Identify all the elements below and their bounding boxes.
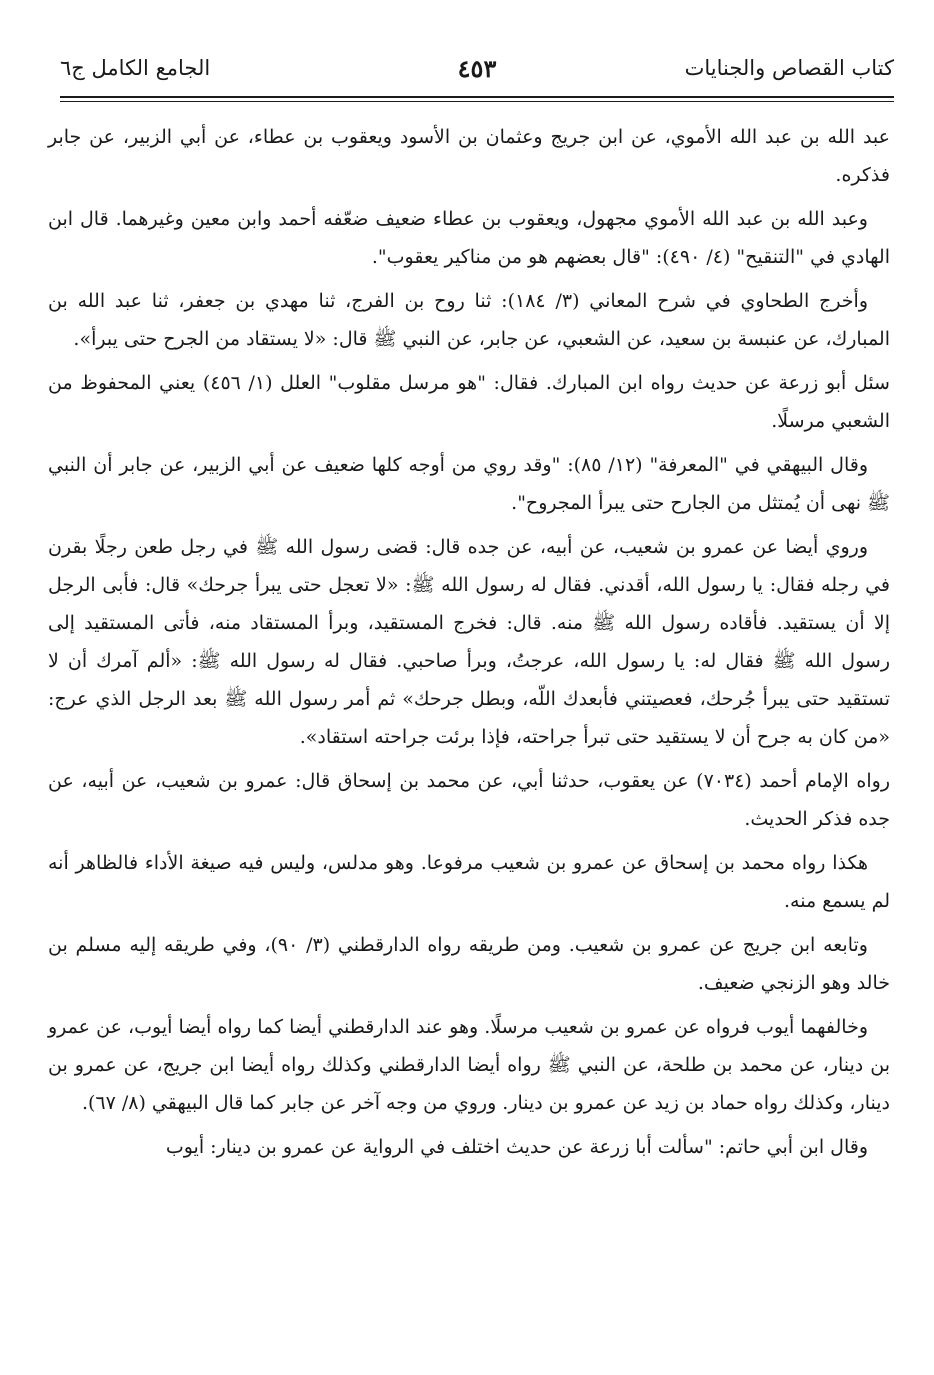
paragraph: هكذا رواه محمد بن إسحاق عن عمرو بن شعيب مرفوعا. وهو مدلس، وليس فيه صيغة الأداء فالظاهر أنه لم يسمع منه.: [48, 852, 890, 912]
paragraph: وأخرج الطحاوي في شرح المعاني (٣/ ١٨٤): ثنا روح بن الفرج، ثنا مهدي بن جعفر، ثنا عبد الله بن المبارك، عن عنبسة بن سعيد، عن الشعبي، عن جابر، عن النبي ﷺ قال: «لا يستقاد من الجرح حتى يبرأ».: [48, 290, 890, 350]
page-number: ٤٥٣: [457, 54, 497, 83]
paragraph: عبد الله بن عبد الله الأموي، عن ابن جريج وعثمان بن الأسود ويعقوب بن عطاء، عن أبي الزبير، عن جابر فذكره.: [48, 126, 890, 186]
header-rule-thin: [60, 101, 894, 102]
paragraph: سئل أبو زرعة عن حديث رواه ابن المبارك. فقال: "هو مرسل مقلوب" العلل (١/ ٤٥٦) يعني المحفوظ من الشعبي مرسلًا.: [48, 372, 890, 432]
header-rule-thick: [60, 96, 894, 98]
paragraph: رواه الإمام أحمد (٧٠٣٤) عن يعقوب، حدثنا أبي، عن محمد بن إسحاق قال: عمرو بن شعيب، عن أبيه، عن جده فذكر الحديث.: [48, 770, 890, 830]
book-section-title: كتاب القصاص والجنايات: [684, 56, 894, 80]
paragraph: وخالفهما أيوب فرواه عن عمرو بن شعيب مرسلًا. وهو عند الدارقطني أيضا كما رواه أيضا أيوب، عن عمرو بن دينار، عن محمد بن طلحة، عن النبي ﷺ رواه أيضا الدارقطني وكذلك رواه أيضا ابن جريج، عن عمرو بن دينار، وكذلك رواه حماد بن زيد عن عمرو بن دينار. وروي من وجه آخر عن جابر كما قال البيهقي (٨/ ٦٧).: [48, 1016, 890, 1114]
paragraph: وقال البيهقي في "المعرفة" (١٢/ ٨٥): "وقد روي من أوجه كلها ضعيف عن أبي الزبير، عن جابر أن النبي ﷺ نهى أن يُمتثل من الجارح حتى يبرأ المجروح".: [48, 454, 890, 514]
page-header: [60, 54, 894, 94]
paragraph: وتابعه ابن جريج عن عمرو بن شعيب. ومن طريقه رواه الدارقطني (٣/ ٩٠)، وفي طريقه إليه مسلم بن خالد وهو الزنجي ضعيف.: [48, 934, 890, 994]
book-title: الجامع الكامل ج٦: [60, 56, 211, 80]
paragraph: وعبد الله بن عبد الله الأموي مجهول، ويعقوب بن عطاء ضعيف ضعّفه أحمد وابن معين وغيرهما. قال ابن الهادي في "التنقيح" (٤/ ٤٩٠): "قال بعضهم هو من مناكير يعقوب".: [48, 208, 890, 268]
page-body: [48, 118, 890, 1172]
paragraph: وقال ابن أبي حاتم: "سألت أبا زرعة عن حديث اختلف في الرواية عن عمرو بن دينار: أيوب: [165, 1136, 868, 1158]
paragraph: وروي أيضا عن عمرو بن شعيب، عن أبيه، عن جده قال: قضى رسول الله ﷺ في رجل طعن رجلًا بقرن في رجله فقال: يا رسول الله، أقدني. فقال له رسول الله ﷺ: «لا تعجل حتى يبرأ جرحك» قال: فأبى الرجل إلا أن يستقيد. فأقاده رسول الله ﷺ منه. قال: فخرج المستقيد، وبرأ المستقاد منه، فأتى المستقيد إلى رسول الله ﷺ فقال له: يا رسول الله، عرجتُ، وبرأ صاحبي. فقال له رسول الله ﷺ: «ألم آمرك أن لا تستقيد حتى يبرأ جُرحك، فعصيتني فأبعدك اللّه، وبطل جرحك» ثم أمر رسول الله ﷺ بعد الرجل الذي عرج: «من كان به جرح أن لا يستقيد حتى تبرأ جراحته، فإذا برئت جراحته استقاد».: [48, 536, 890, 748]
